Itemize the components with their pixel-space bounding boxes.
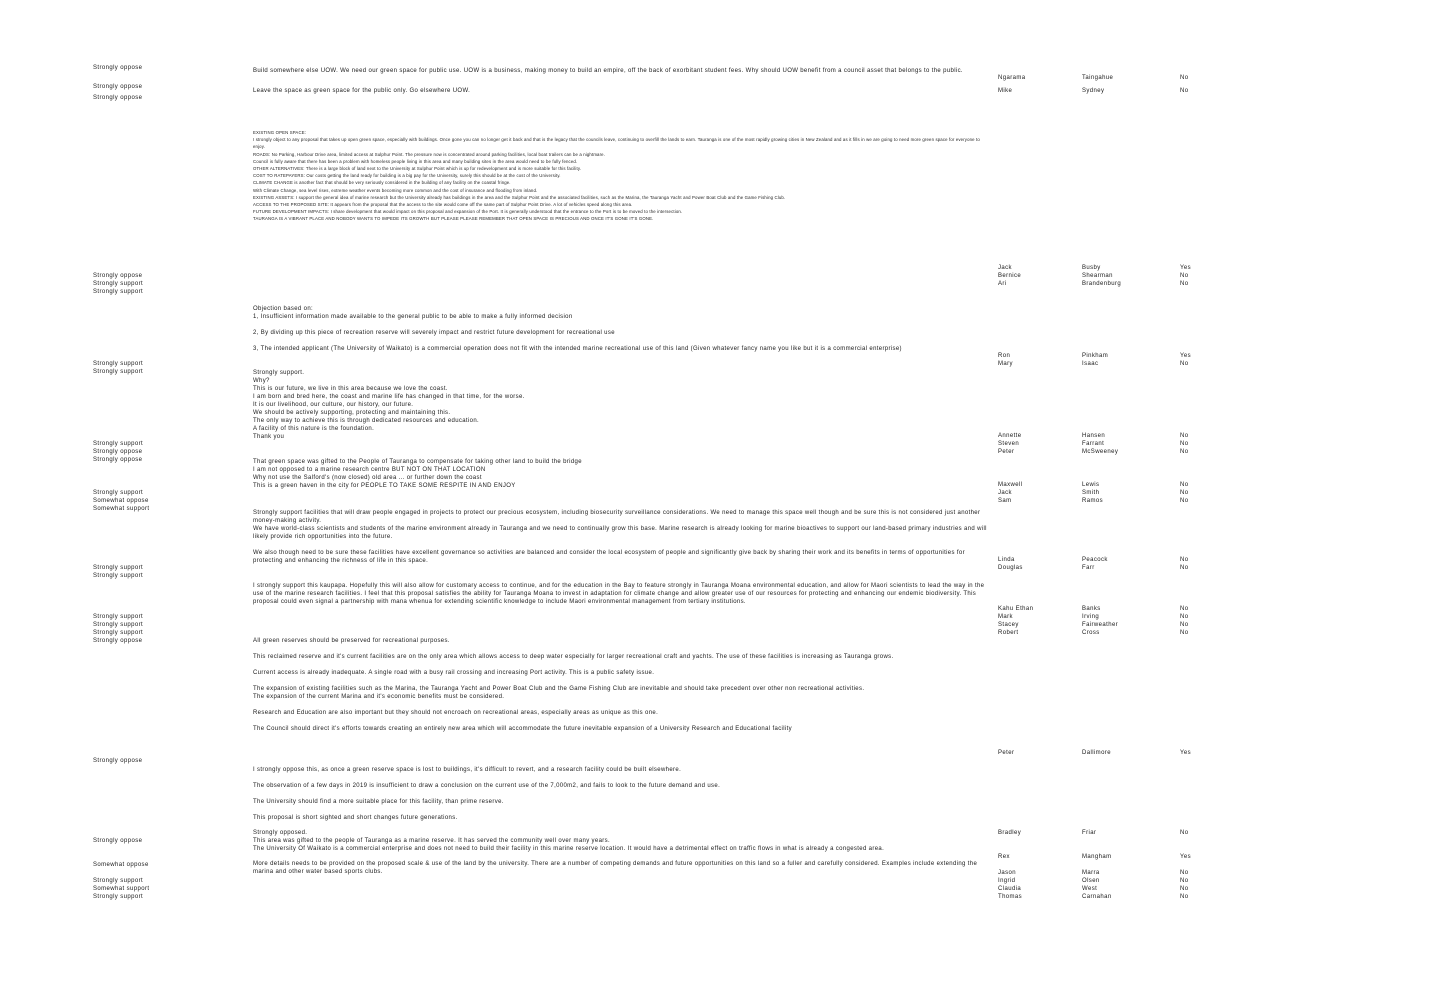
- blank-line: [253, 645, 990, 653]
- submission-line: This is a green haven in the city for PEOPLE TO TAKE SOME RESPITE IN AND ENJOY: [253, 483, 516, 489]
- answer-cell: Yes: [1180, 750, 1191, 756]
- blank-line: [253, 661, 990, 669]
- position-cell: Strongly oppose: [93, 758, 143, 764]
- submission-line: This reclaimed reserve and it's current facilities are on the only area which allows access to deep water especially for larger recreational craft and yachts. The use of these facilities is increasing as Tauranga grows.: [253, 654, 894, 660]
- first-name-cell: Maxwell: [998, 482, 1023, 488]
- submission-line: A facility of this nature is the foundation.: [253, 426, 375, 432]
- last-name-cell: West: [1082, 886, 1098, 892]
- submission-cell: [253, 87, 990, 95]
- last-name-cell: Fairweather: [1082, 622, 1119, 628]
- answer-cell: No: [1180, 482, 1189, 488]
- answer-cell: No: [1180, 606, 1189, 612]
- position-cell: Strongly support: [93, 878, 144, 884]
- last-name-cell: Irving: [1082, 614, 1100, 620]
- submission-line: I strongly object to any proposal that takes up open green space, especially with buildings. Once gone you can no longer get it back and that is the legacy that the councils leave, continuing to overfill the lands to earn. Tauranga is one of the most rapidly growing cities in New Zealand and as it fills in we are going to need more green space for everyone to enjoy.: [253, 137, 980, 150]
- submission-cell: [253, 766, 990, 822]
- last-name-cell: Banks: [1082, 606, 1101, 612]
- submission-line: Objection based on:: [253, 306, 314, 312]
- answer-cell: No: [1180, 886, 1189, 892]
- submission-cell: [253, 829, 990, 853]
- answer-cell: No: [1180, 88, 1189, 94]
- blank-line: [253, 677, 990, 685]
- blank-line: [253, 541, 990, 549]
- first-name-cell: Mary: [998, 361, 1013, 367]
- first-name-cell: Kahu Ethan: [998, 606, 1034, 612]
- first-name-cell: Jason: [998, 870, 1017, 876]
- first-name-cell: Bernice: [998, 273, 1022, 279]
- last-name-cell: Brandenburg: [1082, 281, 1122, 287]
- submission-line: Thank you: [253, 434, 285, 440]
- submission-line: It is our livelihood, our culture, our history, our future.: [253, 402, 414, 408]
- last-name-cell: Friar: [1082, 830, 1097, 836]
- submission-line: This is our future, we live in this area because we love the coast.: [253, 386, 448, 392]
- submission-line: That green space was gifted to the People of Tauranga to compensate for taking other land to build the bridge: [253, 459, 582, 465]
- submission-line: CLIMATE CHANGE is another fact that should be very seriously considered in the building of any facility on the coastal fringe.: [253, 180, 511, 186]
- last-name-cell: McSweeney: [1082, 449, 1119, 455]
- last-name-cell: Busby: [1082, 265, 1101, 271]
- submission-cell: [253, 369, 990, 441]
- submission-cell: [253, 458, 990, 490]
- position-cell: Somewhat oppose: [93, 862, 149, 868]
- position-cell: Strongly support: [93, 289, 144, 295]
- submission-cell: [253, 129, 990, 223]
- first-name-cell: Ingrid: [998, 878, 1016, 884]
- position-cell: Strongly oppose: [93, 838, 143, 844]
- submission-line: Current access is already inadequate. A single road with a busy rail crossing and increasing Port activity. This is a public safety issue.: [253, 670, 655, 676]
- submission-line: I strongly support this kaupapa. Hopefully this will also allow for customary access to continue, and for the education in the Bay to feature strongly in Tauranga Moana environmental education, and allow for Maori scientists to lead the way in the use of the marine research facilities. I feel that this proposal satisfies the ability for Tauranga Moana to invest in adaptation for climate change and allow greater use of our resources for protecting and enhancing our endemic biodiversity. This proposal could even signal a partnership with mana whenua for extending scientific knowledge to include Maori environmental management from tertiary institutions.: [253, 583, 985, 605]
- last-name-cell: Cross: [1082, 630, 1100, 636]
- submission-cell: [253, 582, 990, 606]
- answer-cell: No: [1180, 830, 1189, 836]
- submission-line: The expansion of existing facilities such as the Marina, the Tauranga Yacht and Power Boat Club and the Game Fishing Club are inevitable and should take precedent over other non recreational activities.: [253, 686, 865, 692]
- first-name-cell: Peter: [998, 449, 1015, 455]
- blank-line: [253, 806, 990, 814]
- answer-cell: No: [1180, 75, 1189, 81]
- position-cell: Strongly support: [93, 369, 144, 375]
- answer-cell: No: [1180, 622, 1189, 628]
- submission-line: We also though need to be sure these facilities have excellent governance so activities are balanced and consider the local ecosystem of people and significantly give back by sharing their work and its benefits in terms of opportunities for protecting and enhancing the richness of life in this space.: [253, 550, 965, 564]
- submission-cell: [253, 67, 990, 75]
- blank-line: [253, 337, 990, 345]
- blank-line: [253, 717, 990, 725]
- submission-line: All green reserves should be preserved for recreational purposes.: [253, 638, 450, 644]
- submission-line: This area was gifted to the people of Tauranga as a marine reserve. It has served the community well over many years.: [253, 838, 610, 844]
- answer-cell: No: [1180, 449, 1189, 455]
- submission-line: ACCESS TO THE PROPOSED SITE: It appears from the proposal that the access to the site would come off the same part of Sulphur Point Drive. A lot of vehicles speed along this area.: [253, 202, 633, 208]
- last-name-cell: Ramos: [1082, 498, 1104, 504]
- submission-line: Research and Education are also important but they should not encroach on recreational areas, especially areas as unique as this one.: [253, 710, 659, 716]
- answer-cell: No: [1180, 361, 1189, 367]
- position-cell: Strongly support: [93, 361, 144, 367]
- first-name-cell: Steven: [998, 441, 1020, 447]
- answer-cell: No: [1180, 441, 1189, 447]
- submission-line: The University Of Waikato is a commercial enterprise and does not need to build their facility in this marine reserve location. It would have a detrimental effect on traffic flows in what is already a congested area.: [253, 846, 885, 852]
- last-name-cell: Marra: [1082, 870, 1100, 876]
- submission-line: I am not opposed to a marine research centre BUT NOT ON THAT LOCATION: [253, 467, 486, 473]
- answer-cell: Yes: [1180, 854, 1191, 860]
- submission-line: The University should find a more suitable place for this facility, than prime reserve.: [253, 799, 504, 805]
- last-name-cell: Lewis: [1082, 482, 1100, 488]
- submission-line: The observation of a few days in 2019 is insufficient to draw a conclusion on the current use of the 7,000m2, and fails to look to the future demand and use.: [253, 783, 721, 789]
- position-cell: Strongly support: [93, 630, 144, 636]
- first-name-cell: Mike: [998, 88, 1013, 94]
- submission-line: Strongly support.: [253, 370, 305, 376]
- submission-line: Why?: [253, 378, 270, 384]
- position-cell: Somewhat support: [93, 506, 150, 512]
- last-name-cell: Isaac: [1082, 361, 1099, 367]
- position-cell: Strongly support: [93, 490, 144, 496]
- submission-line: 1, Insufficient information made available to the general public to be able to make a fully informed decision: [253, 314, 573, 320]
- answer-cell: Yes: [1180, 265, 1191, 271]
- last-name-cell: Mangham: [1082, 854, 1112, 860]
- last-name-cell: Hansen: [1082, 433, 1106, 439]
- position-cell: Strongly support: [93, 614, 144, 620]
- first-name-cell: Robert: [998, 630, 1019, 636]
- last-name-cell: Shearman: [1082, 273, 1113, 279]
- position-cell: Strongly support: [93, 281, 144, 287]
- position-cell: Strongly support: [93, 565, 144, 571]
- last-name-cell: Farr: [1082, 565, 1095, 571]
- submission-line: EXISTING OPEN SPACE:: [253, 130, 307, 135]
- answer-cell: No: [1180, 565, 1189, 571]
- first-name-cell: Thomas: [998, 894, 1023, 900]
- submission-line: We have world-class scientists and students of the marine environment already in Tauranga and we need to continually grow this base. Marine research is already looking for marine bioactives to support our land-based primary industries and will likely provide rich opportunities into the future.: [253, 526, 987, 540]
- answer-cell: No: [1180, 281, 1189, 287]
- submission-line: The expansion of the current Marina and it's economic benefits must be considered.: [253, 694, 505, 700]
- first-name-cell: Rex: [998, 854, 1010, 860]
- first-name-cell: Bradley: [998, 830, 1022, 836]
- position-cell: Strongly oppose: [93, 95, 143, 101]
- answer-cell: No: [1180, 894, 1189, 900]
- blank-line: [253, 774, 990, 782]
- submission-line: 3, The intended applicant (The University of Waikato) is a commercial operation does not fit with the intended marine recreational use of this land (Given whatever fancy name you like but it is a commercial enterprise): [253, 346, 902, 352]
- submission-line: Build somewhere else UOW. We need our green space for public use. UOW is a business, making money to build an empire, off the back of exorbitant student fees. Why should UOW benefit from a council asset that belongs to the public.: [253, 68, 963, 74]
- position-cell: Strongly support: [93, 622, 144, 628]
- last-name-cell: Dallimore: [1082, 750, 1111, 756]
- answer-cell: No: [1180, 433, 1189, 439]
- position-cell: Strongly support: [93, 573, 144, 579]
- submission-cell: [253, 637, 990, 733]
- position-cell: Strongly support: [93, 894, 144, 900]
- answer-cell: No: [1180, 630, 1189, 636]
- submission-line: The Council should direct it's efforts towards creating an entirely new area which will accommodate the future inevitable expansion of a University Research and Educational facility: [253, 726, 792, 732]
- submission-line: TAURANGA IS A VIBRANT PLACE AND NOBODY WANTS TO IMPEDE ITS GROWTH BUT PLEASE PLEASE REMEMBER THAT OPEN SPACE IS PRECIOUS AND ONCE IT'S GONE IT'S GONE.: [253, 216, 654, 222]
- first-name-cell: Ngarama: [998, 75, 1026, 81]
- first-name-cell: Ron: [998, 353, 1011, 359]
- answer-cell: No: [1180, 878, 1189, 884]
- submission-line: ROADS: No Parking, Harbour Drive area, limited access at Sulphur Point. The pressure now is concentrated around parking facilities, local boat trailers can be a nightmare.: [253, 151, 606, 157]
- position-cell: Strongly support: [93, 441, 144, 447]
- first-name-cell: Peter: [998, 750, 1015, 756]
- submission-line: Strongly opposed.: [253, 830, 308, 836]
- submission-cell: [253, 509, 990, 565]
- first-name-cell: Linda: [998, 557, 1015, 563]
- submission-line: We should be actively supporting, protecting and maintaining this.: [253, 410, 451, 416]
- answer-cell: No: [1180, 498, 1189, 504]
- first-name-cell: Sam: [998, 498, 1012, 504]
- submission-line: Council is fully aware that there has been a problem with homeless people living in this area and many building sites in the area would need to be fully fenced.: [253, 158, 578, 164]
- last-name-cell: Smith: [1082, 490, 1100, 496]
- submission-line: 2, By dividing up this piece of recreation reserve will severely impact and restrict future development for recreational use: [253, 330, 615, 336]
- submission-line: The only way to achieve this is through dedicated resources and education.: [253, 418, 480, 424]
- submission-line: COST TO RATEPAYERS: Our costs getting the land ready for building is a big pay for the University, surely this should be at the cost of the University.: [253, 173, 561, 179]
- blank-line: [253, 790, 990, 798]
- submission-line: OTHER ALTERNATIVES: There is a large block of land next to the University at Sulphur Point which is up for redevelopment and is more suitable for this facility.: [253, 166, 582, 172]
- answer-cell: No: [1180, 490, 1189, 496]
- first-name-cell: Douglas: [998, 565, 1023, 571]
- position-cell: Strongly oppose: [93, 449, 143, 455]
- submission-line: This proposal is short sighted and short changes future generations.: [253, 815, 458, 821]
- blank-line: [253, 701, 990, 709]
- answer-cell: No: [1180, 614, 1189, 620]
- position-cell: Strongly oppose: [93, 457, 143, 463]
- first-name-cell: Mark: [998, 614, 1013, 620]
- last-name-cell: Peacock: [1082, 557, 1108, 563]
- first-name-cell: Claudia: [998, 886, 1022, 892]
- submission-cell: [253, 305, 990, 353]
- submission-line: More details needs to be provided on the proposed scale & use of the land by the university. There are a number of competing demands and future opportunities on this land so a fuller and carefully considered. Examples include extending the marina and other water based sports clubs.: [253, 861, 978, 875]
- position-cell: Strongly oppose: [93, 65, 143, 71]
- last-name-cell: Taingahue: [1082, 75, 1114, 81]
- answer-cell: No: [1180, 870, 1189, 876]
- position-cell: Somewhat support: [93, 886, 150, 892]
- answer-cell: No: [1180, 273, 1189, 279]
- first-name-cell: Stacey: [998, 622, 1019, 628]
- answer-cell: No: [1180, 557, 1189, 563]
- submission-line: Leave the space as green space for the public only. Go elsewhere UOW.: [253, 88, 471, 94]
- submission-line: Strongly support facilities that will draw people engaged in projects to protect our precious ecosystem, including biosecurity surveillance considerations. We need to manage this space well though and be sure this is not considered just another money-making activity.: [253, 510, 981, 524]
- last-name-cell: Carnahan: [1082, 894, 1112, 900]
- position-cell: Strongly oppose: [93, 84, 143, 90]
- position-cell: Strongly oppose: [93, 638, 143, 644]
- first-name-cell: Jack: [998, 265, 1012, 271]
- first-name-cell: Annette: [998, 433, 1022, 439]
- submission-line: I am born and bred here, the coast and marine life has changed in that time, for the worse.: [253, 394, 525, 400]
- submission-line: Why not use the Salford's (now closed) old area ... or further down the coast: [253, 475, 482, 481]
- submission-line: With Climate Change, sea level rises, extreme weather events becoming more common and the cost of insurance and flooding from inland.: [253, 187, 538, 193]
- answer-cell: Yes: [1180, 353, 1191, 359]
- position-cell: Somewhat oppose: [93, 498, 149, 504]
- submission-cell: [253, 860, 990, 876]
- first-name-cell: Jack: [998, 490, 1012, 496]
- last-name-cell: Sydney: [1082, 88, 1105, 94]
- position-cell: Strongly oppose: [93, 273, 143, 279]
- submission-line: EXISTING ASSETS: I support the general idea of marine research but the University already has buildings in the area and the Sulphur Point and the associated facilities, such as the Marina, the Tauranga Yacht and Power Boat Club and the Game Fishing Club.: [253, 194, 786, 200]
- last-name-cell: Farrant: [1082, 441, 1105, 447]
- first-name-cell: Ari: [998, 281, 1007, 287]
- submission-line: FUTURE DEVELOPMENT IMPACTS: I share development that would impact on this proposal and expansion of the Port. It is generally understood that the entrance to the Port is to be moved to the intersection.: [253, 209, 683, 215]
- blank-line: [253, 321, 990, 329]
- last-name-cell: Pinkham: [1082, 353, 1109, 359]
- submission-line: I strongly oppose this, as once a green reserve space is lost to buildings, it's difficult to revert, and a research facility could be built elsewhere.: [253, 767, 682, 773]
- last-name-cell: Olsen: [1082, 878, 1100, 884]
